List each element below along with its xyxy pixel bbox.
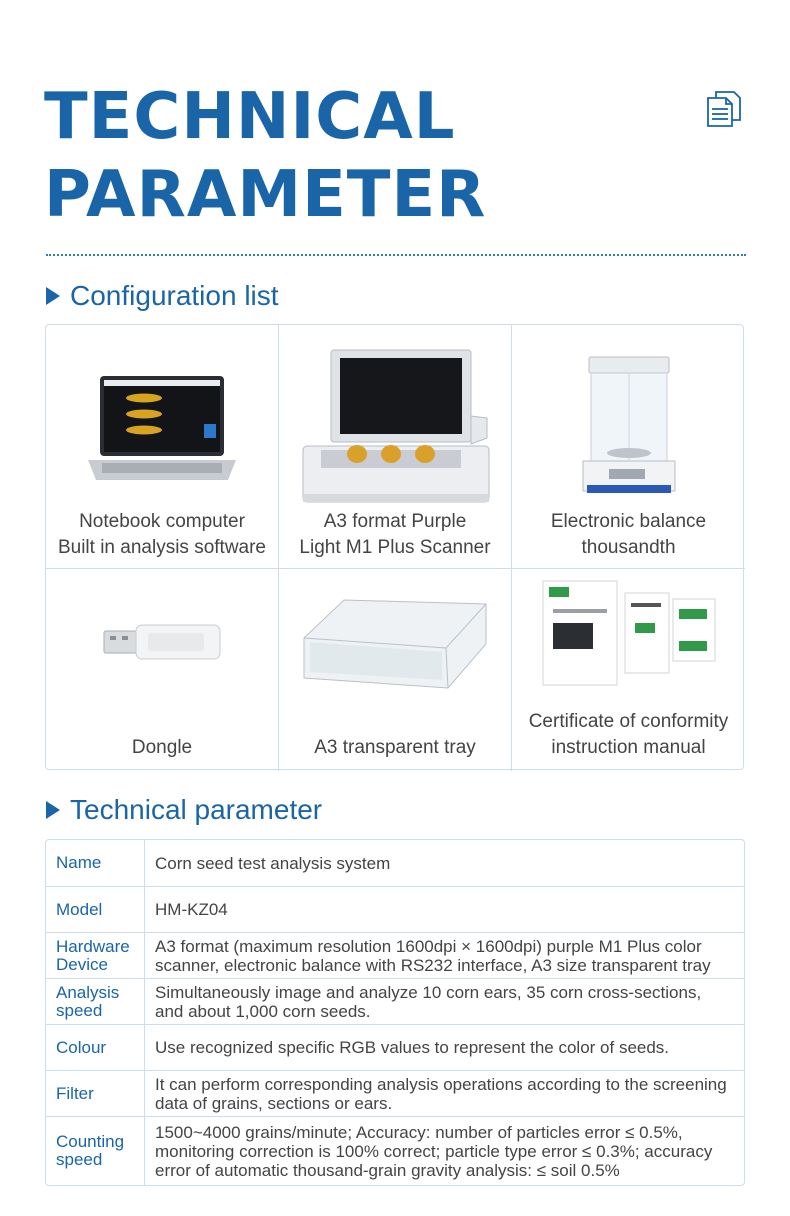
param-value: It can perform corresponding analysis operations according to the screening data of grains, sections or ears.: [145, 1071, 744, 1117]
caption-line: instruction manual: [551, 737, 706, 758]
dotted-divider: [46, 254, 746, 256]
caption-line: Notebook computer: [79, 511, 245, 532]
tech-heading: [46, 794, 322, 826]
param-key: Colour: [46, 1025, 145, 1071]
triangle-bullet-icon: [46, 801, 60, 819]
balance-image: [579, 353, 679, 503]
parameter-table: [45, 839, 745, 1186]
table-row: [46, 1117, 744, 1185]
config-heading: [46, 280, 279, 312]
caption-line: Dongle: [131, 737, 193, 758]
caption-line: Light M1 Plus Scanner: [299, 537, 491, 558]
param-key: Analysis speed: [46, 979, 145, 1025]
table-row: [46, 933, 744, 979]
table-row: [46, 887, 744, 933]
config-item-certificate: [512, 569, 745, 771]
config-item-tray: [279, 569, 512, 771]
param-key: Hardware Device: [46, 933, 145, 979]
param-key: Counting speed: [46, 1117, 145, 1185]
laptop-image: [82, 368, 242, 488]
param-value: A3 format (maximum resolution 1600dpi × 1600dpi) purple M1 Plus color scanner, electronic balance with RS232 interface, A3 size transparent tray: [145, 933, 744, 979]
param-value: Corn seed test analysis system: [145, 840, 744, 887]
usb-dongle-image: [102, 619, 222, 669]
config-item-scanner: [279, 325, 512, 569]
title-line-1: TECHNICAL: [44, 80, 456, 154]
param-key: Filter: [46, 1071, 145, 1117]
transparent-tray-image: [300, 594, 490, 694]
title-line-2: PARAMETER: [44, 158, 487, 232]
config-heading-text: Configuration list: [70, 280, 279, 311]
config-item-balance: [512, 325, 745, 569]
caption-line: Built in analysis software: [57, 537, 267, 558]
caption-line: Certificate of conformity: [528, 711, 729, 732]
param-value: Use recognized specific RGB values to represent the color of seeds.: [145, 1025, 744, 1071]
table-row: [46, 979, 744, 1025]
document-stack-icon: [704, 88, 746, 130]
certificate-image: [539, 579, 719, 689]
config-item-dongle: [46, 569, 279, 771]
param-value: 1500~4000 grains/minute; Accuracy: number of particles error ≤ 0.5%, monitoring correction is 100% correct; particle type error ≤ 0.3%; accuracy error of automatic thousand-grain gravity analysis: ≤ soil 0.5%: [155, 1122, 713, 1180]
param-value: Simultaneously image and analyze 10 corn ears, 35 corn cross-sections, and about 1,000 corn seeds.: [145, 979, 744, 1025]
table-row: [46, 1025, 744, 1071]
triangle-bullet-icon: [46, 287, 60, 305]
config-item-notebook: [46, 325, 279, 569]
param-key: Name: [46, 840, 145, 887]
table-row: [46, 1071, 744, 1117]
param-key: Model: [46, 887, 145, 933]
tech-heading-text: Technical parameter: [70, 794, 323, 825]
param-value: HM-KZ04: [145, 887, 744, 933]
scanner-image: [295, 346, 495, 511]
caption-line: thousandth: [581, 537, 676, 558]
table-row: [46, 840, 744, 887]
caption-line: A3 transparent tray: [314, 737, 476, 758]
caption-line: Electronic balance: [550, 511, 707, 532]
page-title: [44, 78, 486, 234]
caption-line: A3 format Purple: [323, 511, 467, 532]
config-grid: [45, 324, 744, 770]
